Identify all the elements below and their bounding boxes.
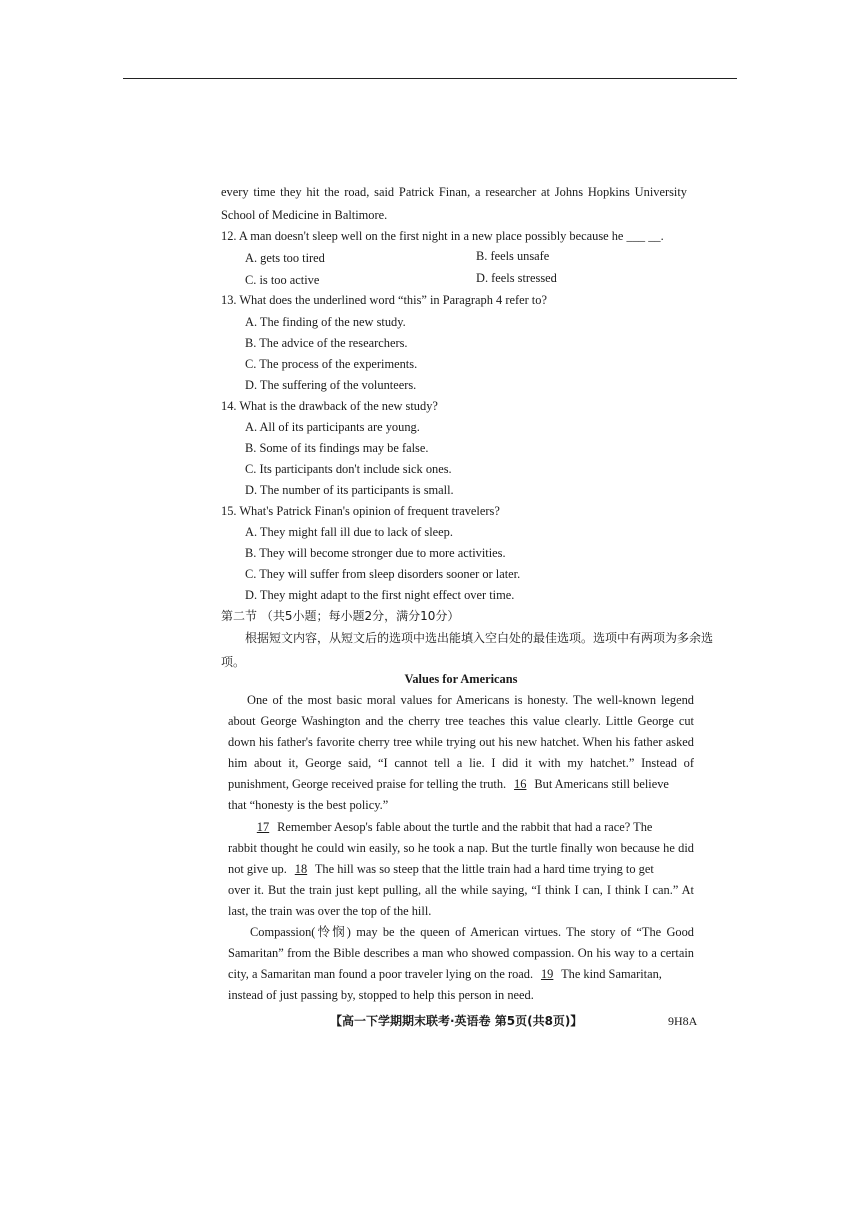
p1-line-5-start: punishment, George received praise for telling the truth. <box>228 777 507 791</box>
p1-line-5-end: But Americans still believe <box>534 777 669 791</box>
q15-option-d: D. They might adapt to the first night effect over time. <box>245 588 515 602</box>
q13-stem: 13. What does the underlined word “this” in Paragraph 4 refer to? <box>221 293 547 307</box>
q13-option-c: C. The process of the experiments. <box>245 357 418 371</box>
p2-line-2: rabbit thought he could win easily, so he took a nap. But the turtle finally won because he did <box>228 841 694 855</box>
p3-line-4: instead of just passing by, stopped to help this person in need. <box>228 988 534 1002</box>
p3-line-3-end: The kind Samaritan, <box>561 967 662 981</box>
carryover-line-1: every time they hit the road, said Patrick Finan, a researcher at Johns Hopkins University <box>221 185 687 199</box>
blank-18: 18 <box>294 862 308 876</box>
q12-option-b: B. feels unsafe <box>476 249 550 263</box>
p3-line-2: Samaritan” from the Bible describes a man who showed compassion. On his way to a certain <box>228 946 694 960</box>
q12-option-c: C. is too active <box>245 273 320 287</box>
q15-option-a: A. They might fall ill due to lack of sleep. <box>245 525 453 539</box>
p2-line-3 <box>228 861 654 877</box>
p3-line-3-start: city, a Samaritan man found a poor traveler lying on the road. <box>228 967 534 981</box>
p2-line-3-end: The hill was so steep that the little train had a hard time trying to get <box>314 862 654 876</box>
p1-line-1: One of the most basic moral values for Americans is honesty. The well-known legend <box>247 693 694 707</box>
p2-line-1 <box>252 819 652 835</box>
page-footer: 【高一下学期期末联考·英语卷 第5页(共8页)】 <box>330 1014 583 1028</box>
q14-option-b: B. Some of its findings may be false. <box>245 441 429 455</box>
q14-option-d: D. The number of its participants is small. <box>245 483 454 497</box>
p2-line-1-end: Remember Aesop's fable about the turtle and the rabbit that had a race? The <box>277 820 653 834</box>
p3-line-1: Compassion(怜悯) may be the queen of American virtues. The story of “The Good <box>250 925 694 939</box>
carryover-line-2: School of Medicine in Baltimore. <box>221 208 388 222</box>
section2-heading: 第二节 （共5小题；每小题2分，满分10分） <box>221 609 460 623</box>
p2-line-4: over it. But the train just kept pulling, all the while saying, “I think I can, I think I can.” At <box>228 883 694 897</box>
q13-option-d: D. The suffering of the volunteers. <box>245 378 417 392</box>
q13-option-b: B. The advice of the researchers. <box>245 336 408 350</box>
q12-stem: 12. A man doesn't sleep well on the first night in a new place possibly because he ___ __. <box>221 229 664 243</box>
q12-option-d: D. feels stressed <box>476 271 557 285</box>
passage-title: Values for Americans <box>404 672 518 686</box>
q15-stem: 15. What's Patrick Finan's opinion of frequent travelers? <box>221 504 500 518</box>
q14-option-a: A. All of its participants are young. <box>245 420 420 434</box>
section2-instruction-line-2: 项。 <box>221 655 246 669</box>
q15-option-b: B. They will become stronger due to more activities. <box>245 546 506 560</box>
p1-line-2: about George Washington and the cherry tree teaches this value clearly. Little George cut <box>228 714 694 728</box>
blank-19: 19 <box>540 967 554 981</box>
p1-line-6: that “honesty is the best policy.” <box>228 798 389 812</box>
p2-line-3-start: not give up. <box>228 862 287 876</box>
q12-option-a: A. gets too tired <box>245 251 325 265</box>
p3-line-3 <box>228 966 662 982</box>
p1-line-5 <box>228 776 669 792</box>
q13-option-a: A. The finding of the new study. <box>245 315 406 329</box>
p1-line-4: him about it, George said, “I cannot tell a lie. I did it with my hatchet.” Instead of <box>228 756 694 770</box>
blank-17: 17 <box>256 820 270 834</box>
blank-16: 16 <box>514 777 527 791</box>
section2-instruction-line-1: 根据短文内容，从短文后的选项中选出能填入空白处的最佳选项。选项中有两项为多余选 <box>245 631 714 645</box>
paper-code: 9H8A <box>668 1014 698 1028</box>
p2-line-5: last, the train was over the top of the hill. <box>228 904 432 918</box>
header-rule <box>123 78 737 79</box>
q15-option-c: C. They will suffer from sleep disorders sooner or later. <box>245 567 521 581</box>
q14-option-c: C. Its participants don't include sick ones. <box>245 462 452 476</box>
q14-stem: 14. What is the drawback of the new study? <box>221 399 438 413</box>
p1-line-3: down his father's favorite cherry tree while trying out his new hatchet. When his father asked <box>228 735 694 749</box>
